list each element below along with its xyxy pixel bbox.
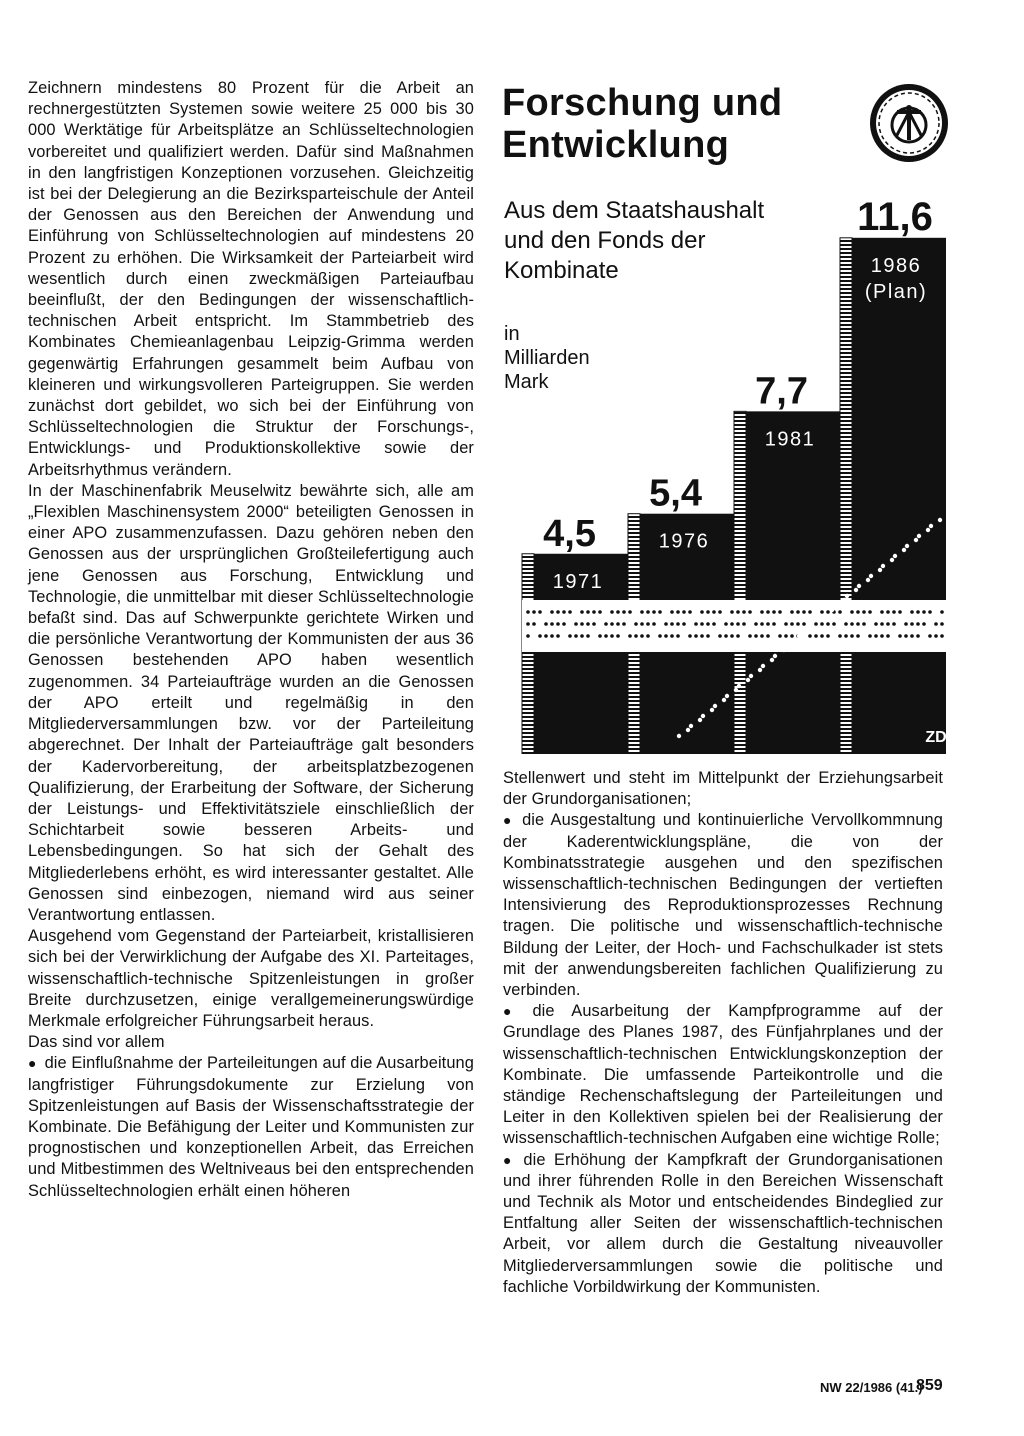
bar-shading (840, 238, 852, 754)
infographic-subtitle-line: Kombinate (504, 257, 619, 284)
infographic-subtitle-line: und den Fonds der (504, 227, 706, 254)
bar (852, 238, 946, 754)
infographic-subtitle-line: Aus dem Staatshaushalt (504, 197, 765, 224)
artist-mark: ZD (925, 729, 947, 746)
bullet-paragraph: ● die Einflußnahme der Parteileitungen auf die Ausarbeitung langfristiger Führungsdokumente zur Erzielung von Spitzenleistungen auf Basis der Wissenschaftsstrategie der Kombinate. Die Befähigung der Leiter und Kommunisten zur prognostischen und konzeptionellen Arbeit, das Erreichen und Mitbestimmen des Weltniveaus bei den entsprechenden Schlüsseltechnologien erhält einen höheren (28, 1053, 474, 1201)
bullet-paragraph: ● die Ausgestaltung und kontinuierliche Vervollkommnung der Kaderentwicklungspläne, die von der Kombinatsstrategie ausgehen und den spezifischen wissenschaftlich-technischen Bedingungen der vertieften Intensivierung des Reproduktionsprozesses Rechnung tragen. Die politische und wissenschaftlich-technische Bildung der Leiter, der Hoch- und Fachschulkader ist stets mit der anwendungsbereiten fachlichen Qualifizierung zu verbinden. (503, 810, 943, 1001)
bar-shading (734, 411, 746, 754)
paragraph: Stellenwert und steht im Mittelpunkt der Erziehungsarbeit der Grundorganisationen; (503, 769, 943, 809)
infographic-title-line: Forschung und (502, 82, 783, 124)
bullet-paragraph: ● die Ausarbeitung der Kampfprogramme auf der Grundlage des Planes 1987, des Fünfjahrplanes und der wissenschaftlich-technischen Entwicklungskonzeption der Kombinate. Die umfassende Parteikontrolle und die ständige Rechenschaftslegung der Parteileitungen und Leiter in den Kollektiven spielen bei der Realisierung der wissenschaftlich-technischen Aufgaben eine wichtige Rolle; (503, 1001, 943, 1149)
right-text-column (503, 768, 943, 1298)
infographic-unit-line: Milliarden (504, 347, 590, 369)
paragraph: In der Maschinenfabrik Meuselwitz bewährte sich, alle am „Flexiblen Maschinensystem 2000“ beteiligten Genossen in einer APO zusammenzufassen. Dazu gehören neben den Genossen aus der ursprünglichen Großteilefertigung auch jene Genossen aus Forschung, Entwicklung und Technologie, die unmittelbar mit dieser Schlüsseltechnologie befaßt sind. Das auf Schwerpunkte gerichtete Wirken und die persönliche Verantwortung der Kommunisten der aus 36 Genossen bestehenden APO haben wesentlich zugenommen. 34 Parteiaufträge wurden an die Genossen der APO erteilt und regelmäßig in den Mitgliederversammlungen bzw. vor der Parteileitung abgerechnet. Der Inhalt der Parteiaufträge galt besonders der Kadervorbereitung, der arbeitsplatzbezogenen Qualifizierung, der Erarbeitung der Software, der Sicherung der Leistungs- und Effektivitätsziele einschließlich der Schichtarbeit sowie besseren Arbeits- und Lebensbedingungen. So hat sich der Gehalt des Mitgliederlebens erhöht, es wird interessanter gestaltet. Alle Genossen sind einbezogen, niemand wird aus seiner Verantwortung entlassen. (28, 481, 474, 924)
gdr-emblem-icon (868, 82, 950, 164)
page-number: 859 (916, 1377, 943, 1394)
infographic-title-line: Entwicklung (502, 124, 730, 166)
bar-shading (522, 554, 534, 754)
bar-category-label: 1976 (658, 530, 710, 553)
paragraph: Das sind vor allem (28, 1033, 165, 1052)
infographic-unit-line: Mark (504, 371, 549, 393)
funding-bar-chart (500, 160, 952, 754)
issue-reference: NW 22/1986 (41.) (820, 1380, 923, 1395)
infographic-title (502, 82, 822, 166)
bullet-paragraph: ● die Erhöhung der Kampfkraft der Grundorganisationen und ihrer führenden Rolle in den Bereichen Wissenschaft und Technik als Motor und entscheidendes Bindeglied zur Entfaltung aller Seiten der wissenschaftlich-technischen Arbeit, vor allem durch die Gestaltung niveauvoller Mitgliederversammlungen sowie die politische und fachliche Vorbildwirkung der Kommunisten. (503, 1150, 943, 1298)
left-text-column (28, 78, 474, 1202)
bar-value-label: 11,6 (857, 194, 933, 239)
bar-category-label: 1986 (870, 254, 922, 277)
bar-value-label: 4,5 (543, 512, 596, 555)
infographic-unit-line: in (504, 323, 520, 345)
bar-value-label: 5,4 (649, 472, 702, 515)
bar-value-label: 7,7 (755, 370, 808, 413)
paragraph: Zeichnern mindestens 80 Prozent für die Arbeit an rechnergestützten Systemen sowie weitere 25 000 bis 30 000 Werktätige für Arbeitsplätze an Schlüsseltechnologien vorbereitet und qualifiziert werden. Dafür sind Maßnahmen in den langfristigen Konzeptionen vorzusehen. Gleichzeitig ist bei der Delegierung an die Bezirksparteischule der Anteil der Genossen aus den Bereichen der Anwendung und Einführung von Schlüsseltechnologien auf mindestens 20 Prozent zu erhöhen. Die Wirksamkeit der Parteiarbeit wird wesentlich durch einen zweckmäßigen Parteiaufbau beeinflußt, der den Bedingungen der wissenschaftlich-technischen Arbeit entspricht. Im Stammbetrieb des Kombinates Chemieanlagenbau Leipzig-Grimma werden gegenwärtig Erfahrungen gesammelt beim Aufbau von kleineren und wirkungsvolleren Parteigruppen. Sie werden zunächst dort gebildet, wo sich bei der Einführung von Schlüsseltechnologien die Struktur der Forschungs-, Entwicklungs- und Produktionskollektive sowie der Arbeitsrhythmus verändern. (28, 79, 474, 479)
bar-category-label: 1971 (552, 570, 604, 593)
bar-category-label: (Plan) (864, 280, 928, 303)
paragraph: Ausgehend vom Gegenstand der Parteiarbeit, kristallisieren sich bei der Verwirklichung der Aufgabe des XI. Parteitages, wissenschaftlich-technische Spitzenleistungen in großer Breite durchzusetzen, einige verallgemeinerungswürdige Merkmale erfolgreicher Führungsarbeit heraus. (28, 927, 474, 1030)
dotted-band (522, 600, 946, 652)
bar-category-label: 1981 (764, 428, 816, 451)
